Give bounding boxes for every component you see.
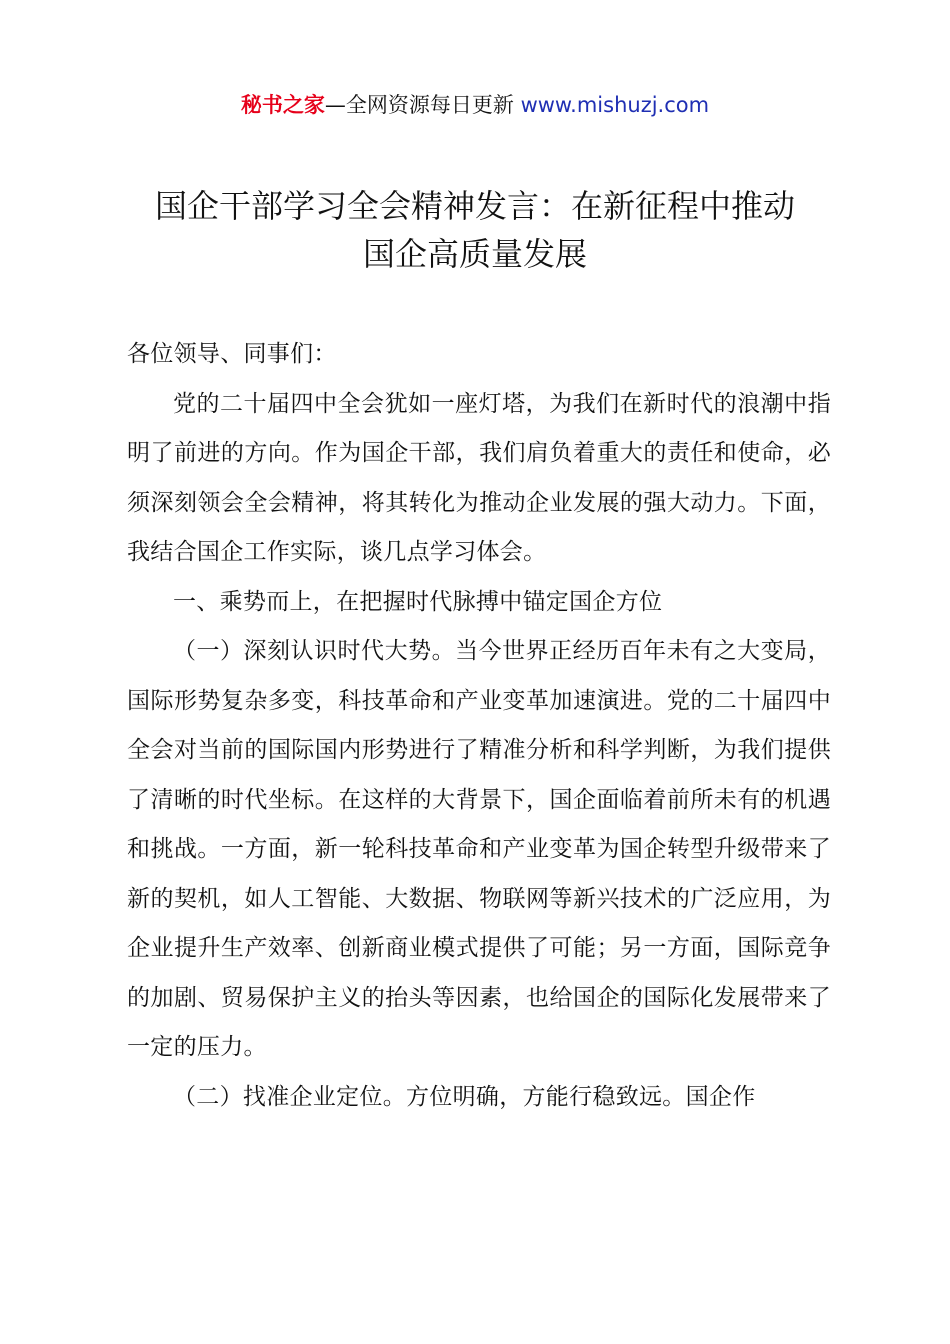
section-heading-1: 一、乘势而上，在把握时代脉搏中锚定国企方位 [173,588,663,615]
document-body [127,330,831,1122]
paragraph-1-1: （一）深刻认识时代大势。当今世界正经历百年未有之大变局，国际形势复杂多变，科技革命和产业变革加速演进。党的二十届四中全会对当前的国际国内形势进行了精准分析和科学判断，为我们提供了清晰的时代坐标。在这样的大背景下，国企面临着前所未有的机遇和挑战。一方面，新一轮科技革命和产业变革为国企转型升级带来了新的契机，如人工智能、大数据、物联网等新兴技术的广泛应用，为企业提升生产效率、创新商业模式提供了可能；另一方面，国际竞争的加剧、贸易保护主义的抬头等因素，也给国企的国际化发展带来了一定的压力。 [127,638,831,1060]
document-title-line-1: 国企干部学习全会精神发言：在新征程中推动 [154,187,795,225]
site-brand: 秘书之家 [240,93,325,117]
salutation: 各位领导、同事们： [127,341,337,367]
document-title [100,182,850,278]
site-url-link[interactable]: www.mishuzj.com [520,93,710,117]
paragraph-intro: 党的二十届四中全会犹如一座灯塔，为我们在新时代的浪潮中指明了前进的方向。作为国企干部，我们肩负着重大的责任和使命，必须深刻领会全会精神，将其转化为推动企业发展的强大动力。下面，我结合国企工作实际，谈几点学习体会。 [127,390,831,565]
site-tagline: —全网资源每日更新 [324,93,521,117]
document-title-line-2: 国企高质量发展 [362,235,587,273]
paragraph-1-2: （二）找准企业定位。方位明确，方能行稳致远。国企作 [173,1083,756,1110]
site-header [0,88,950,122]
